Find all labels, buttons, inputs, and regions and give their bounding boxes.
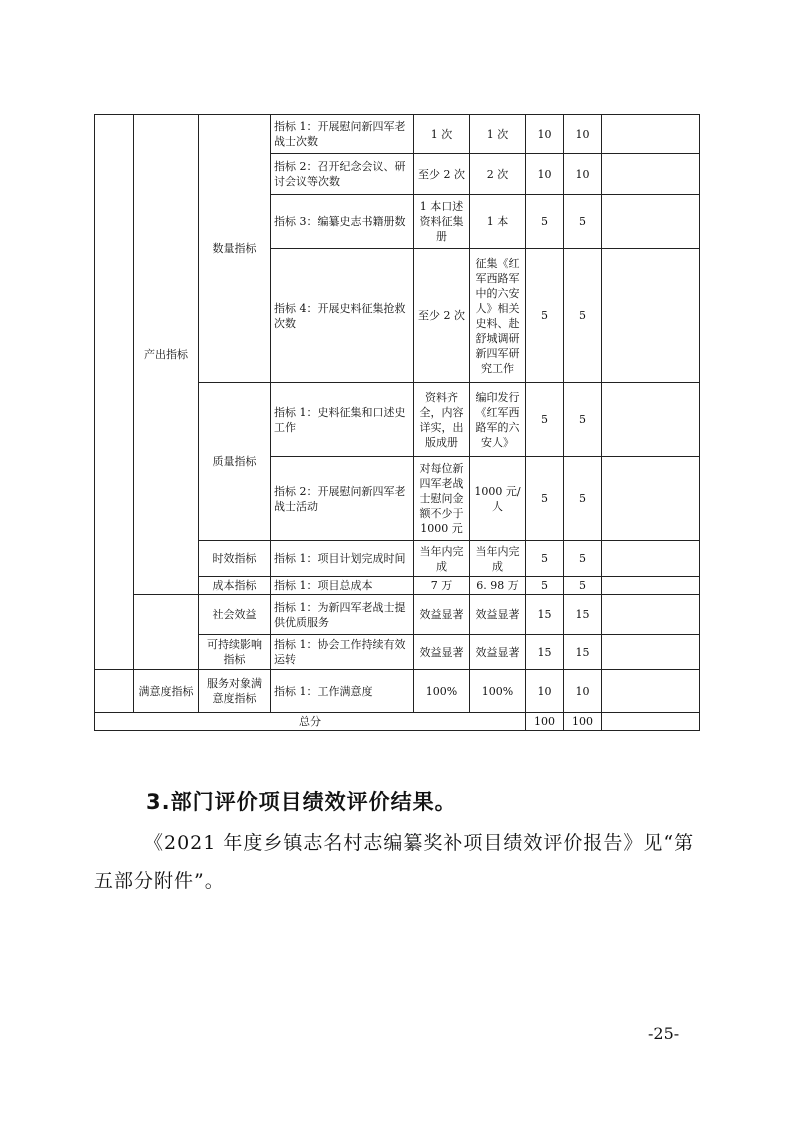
target-cell: 当年内完成 xyxy=(414,541,470,577)
actual-cell: 编印发行《红军西路军的六安人》 xyxy=(470,383,526,457)
weight-cell: 10 xyxy=(526,670,564,713)
weight-cell: 5 xyxy=(526,457,564,541)
weight-cell: 15 xyxy=(526,635,564,670)
actual-cell: 100% xyxy=(470,670,526,713)
indicator-cell: 指标 1：项目总成本 xyxy=(271,577,414,595)
remark-cell xyxy=(602,249,700,383)
indicator-cell: 指标 2：开展慰问新四军老战士活动 xyxy=(271,457,414,541)
subcategory-cell: 成本指标 xyxy=(199,577,271,595)
actual-cell: 1 次 xyxy=(470,115,526,154)
score-cell: 10 xyxy=(564,670,602,713)
indicator-cell: 指标 1：协会工作持续有效运转 xyxy=(271,635,414,670)
body-paragraph: 《2021 年度乡镇志名村志编纂奖补项目绩效评价报告》见“第五部分附件”。 xyxy=(94,832,695,892)
remark-cell xyxy=(602,670,700,713)
page-number: -25- xyxy=(648,1024,680,1043)
target-cell: 效益显著 xyxy=(414,595,470,635)
remark-cell xyxy=(602,577,700,595)
subcategory-cell: 社会效益 xyxy=(199,595,271,635)
remark-cell xyxy=(602,154,700,195)
category-cell: 产出指标 xyxy=(134,115,199,595)
section-heading: 3.部门评价项目绩效评价结果。 xyxy=(146,790,457,814)
score-cell: 5 xyxy=(564,457,602,541)
actual-cell: 征集《红军西路军中的六安人》相关史料、赴舒城调研新四军研究工作 xyxy=(470,249,526,383)
subcategory-cell: 时效指标 xyxy=(199,541,271,577)
target-cell: 至少 2 次 xyxy=(414,249,470,383)
total-row xyxy=(95,713,700,731)
indicator-cell: 指标 4：开展史料征集抢救次数 xyxy=(271,249,414,383)
target-cell: 效益显著 xyxy=(414,635,470,670)
table-row xyxy=(95,115,700,154)
indicator-cell: 指标 2：召开纪念会议、研讨会议等次数 xyxy=(271,154,414,195)
blank-cell xyxy=(95,670,134,713)
target-cell: 至少 2 次 xyxy=(414,154,470,195)
category-cell: 满意度指标 xyxy=(134,670,199,713)
target-cell: 1 次 xyxy=(414,115,470,154)
subcategory-cell: 可持续影响指标 xyxy=(199,635,271,670)
total-weight: 100 xyxy=(526,713,564,731)
target-cell: 资料齐全，内容详实，出版成册 xyxy=(414,383,470,457)
indicator-cell: 指标 1：史料征集和口述史工作 xyxy=(271,383,414,457)
remark-cell xyxy=(602,383,700,457)
total-score: 100 xyxy=(564,713,602,731)
score-cell: 5 xyxy=(564,541,602,577)
performance-table xyxy=(94,114,700,731)
indicator-cell: 指标 3：编纂史志书籍册数 xyxy=(271,195,414,249)
indicator-cell: 指标 1：项目计划完成时间 xyxy=(271,541,414,577)
actual-cell: 效益显著 xyxy=(470,635,526,670)
score-cell: 5 xyxy=(564,577,602,595)
target-cell: 100% xyxy=(414,670,470,713)
remark-cell xyxy=(602,195,700,249)
score-cell: 10 xyxy=(564,115,602,154)
indicator-cell: 指标 1：开展慰问新四军老战士次数 xyxy=(271,115,414,154)
table-row xyxy=(95,670,700,713)
score-cell: 15 xyxy=(564,635,602,670)
score-cell: 15 xyxy=(564,595,602,635)
weight-cell: 5 xyxy=(526,541,564,577)
weight-cell: 5 xyxy=(526,195,564,249)
target-cell: 7 万 xyxy=(414,577,470,595)
score-cell: 10 xyxy=(564,154,602,195)
subcategory-cell: 质量指标 xyxy=(199,383,271,541)
remark-cell xyxy=(602,115,700,154)
remark-cell xyxy=(602,635,700,670)
total-label: 总分 xyxy=(95,713,526,731)
weight-cell: 10 xyxy=(526,115,564,154)
actual-cell: 效益显著 xyxy=(470,595,526,635)
remark-cell xyxy=(602,713,700,731)
actual-cell: 1000 元/人 xyxy=(470,457,526,541)
target-cell: 对每位新四军老战士慰问金额不少于1000 元 xyxy=(414,457,470,541)
subcategory-cell: 服务对象满意度指标 xyxy=(199,670,271,713)
actual-cell: 1 本 xyxy=(470,195,526,249)
blank-cell xyxy=(95,115,134,670)
weight-cell: 10 xyxy=(526,154,564,195)
table-row xyxy=(95,595,700,635)
score-cell: 5 xyxy=(564,249,602,383)
weight-cell: 5 xyxy=(526,249,564,383)
score-cell: 5 xyxy=(564,383,602,457)
indicator-cell: 指标 1：工作满意度 xyxy=(271,670,414,713)
blank-cell xyxy=(134,595,199,670)
indicator-cell: 指标 1：为新四军老战士提供优质服务 xyxy=(271,595,414,635)
remark-cell xyxy=(602,595,700,635)
actual-cell: 当年内完成 xyxy=(470,541,526,577)
actual-cell: 2 次 xyxy=(470,154,526,195)
weight-cell: 5 xyxy=(526,383,564,457)
weight-cell: 5 xyxy=(526,577,564,595)
subcategory-cell: 数量指标 xyxy=(199,115,271,383)
remark-cell xyxy=(602,541,700,577)
actual-cell: 6. 98 万 xyxy=(470,577,526,595)
weight-cell: 15 xyxy=(526,595,564,635)
score-cell: 5 xyxy=(564,195,602,249)
target-cell: 1 本口述资料征集册 xyxy=(414,195,470,249)
remark-cell xyxy=(602,457,700,541)
